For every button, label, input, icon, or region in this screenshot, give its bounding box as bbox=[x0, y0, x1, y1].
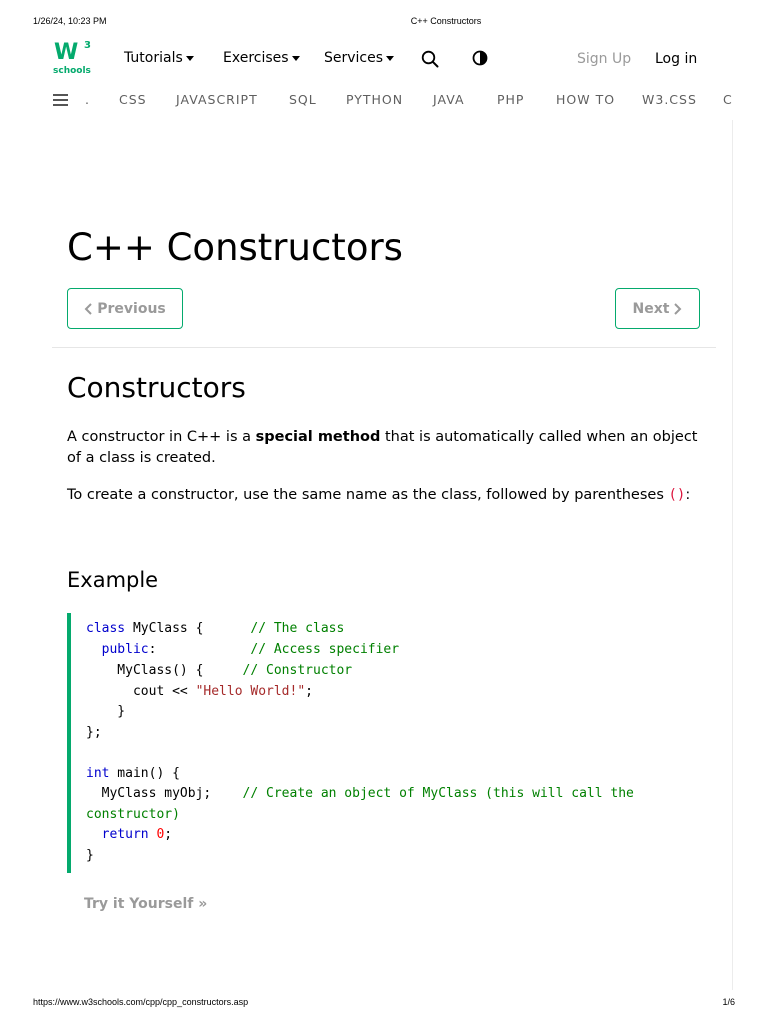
caret-down-icon bbox=[292, 56, 300, 61]
subnav-item-c[interactable]: C bbox=[723, 92, 733, 107]
previous-label: Previous bbox=[97, 300, 166, 317]
subject-navigation bbox=[0, 88, 768, 112]
instruction-paragraph bbox=[67, 485, 712, 506]
section-title: Constructors bbox=[67, 371, 246, 404]
subnav-item-howto[interactable]: HOW TO bbox=[556, 92, 616, 107]
next-button[interactable] bbox=[615, 288, 700, 329]
code-line: MyClass() { // Constructor bbox=[86, 663, 353, 678]
w3schools-logo[interactable] bbox=[52, 40, 96, 76]
caret-down-icon bbox=[186, 56, 194, 61]
subnav-item-w3css[interactable]: W3.CSS bbox=[642, 92, 697, 107]
p1-bold-text: special method bbox=[255, 429, 381, 445]
hamburger-menu-icon[interactable] bbox=[53, 94, 68, 106]
inline-code: () bbox=[668, 487, 686, 503]
print-title: C++ Constructors bbox=[410, 16, 482, 26]
logo-wordmark: schools bbox=[53, 66, 91, 76]
code-line: } bbox=[86, 848, 94, 863]
p1-text-start: A constructor in C++ is a bbox=[67, 429, 256, 445]
code-line: cout << "Hello World!"; bbox=[86, 684, 313, 699]
code-line: public: // Access specifier bbox=[86, 642, 400, 657]
code-line: MyClass myObj; // Create an object of MyClass (this will call the bbox=[86, 786, 634, 801]
code-line: return 0; bbox=[86, 827, 173, 842]
code-line: } bbox=[86, 704, 126, 719]
p2-end: : bbox=[685, 487, 691, 503]
logo-superscript: 3 bbox=[84, 40, 91, 51]
subnav-item-python[interactable]: PYTHON bbox=[346, 92, 404, 107]
code-example bbox=[67, 613, 707, 873]
page-title: C++ Constructors bbox=[67, 226, 403, 269]
subnav-item-css[interactable]: CSS bbox=[119, 92, 147, 107]
chevron-right-icon bbox=[673, 303, 682, 315]
login-link[interactable]: Log in bbox=[655, 51, 698, 67]
code-line: constructor) bbox=[86, 807, 180, 822]
search-icon[interactable] bbox=[421, 50, 439, 68]
exercises-menu[interactable] bbox=[223, 50, 300, 66]
subnav-item-java[interactable]: JAVA bbox=[433, 92, 465, 107]
example-heading: Example bbox=[67, 568, 159, 592]
logo-mark: W bbox=[54, 40, 77, 65]
top-navigation bbox=[0, 38, 768, 82]
code-line: class MyClass { // The class bbox=[86, 621, 345, 636]
subnav-item-hidden[interactable]: . bbox=[85, 92, 90, 107]
section-divider bbox=[52, 347, 716, 348]
print-date: 1/26/24, 10:23 PM bbox=[33, 16, 107, 26]
next-label: Next bbox=[632, 300, 670, 317]
previous-button[interactable] bbox=[67, 288, 183, 329]
print-url: https://www.w3schools.com/cpp/cpp_constructors.asp bbox=[33, 997, 249, 1007]
subnav-item-php[interactable]: PHP bbox=[497, 92, 525, 107]
services-menu[interactable] bbox=[324, 50, 394, 66]
content-right-border bbox=[732, 120, 733, 990]
tutorials-label: Tutorials bbox=[124, 50, 183, 66]
p2-text: To create a constructor, use the same name as the class, followed by parentheses bbox=[67, 487, 669, 503]
services-label: Services bbox=[324, 50, 384, 66]
chevron-left-icon bbox=[84, 303, 93, 315]
code-line: int main() { bbox=[86, 766, 180, 781]
subnav-item-sql[interactable]: SQL bbox=[289, 92, 317, 107]
caret-down-icon bbox=[386, 56, 394, 61]
tutorials-menu[interactable] bbox=[124, 50, 194, 66]
signup-link[interactable]: Sign Up bbox=[577, 51, 632, 67]
code-line: }; bbox=[86, 725, 102, 740]
print-page-number: 1/6 bbox=[722, 997, 735, 1007]
try-it-yourself-link[interactable]: Try it Yourself » bbox=[84, 896, 208, 912]
p1-text-end: that is automatically called when an object of a class is created. bbox=[67, 429, 698, 466]
exercises-label: Exercises bbox=[223, 50, 289, 66]
subnav-item-javascript[interactable]: JAVASCRIPT bbox=[176, 92, 258, 107]
intro-paragraph bbox=[67, 427, 712, 469]
contrast-toggle-icon[interactable] bbox=[472, 50, 488, 66]
